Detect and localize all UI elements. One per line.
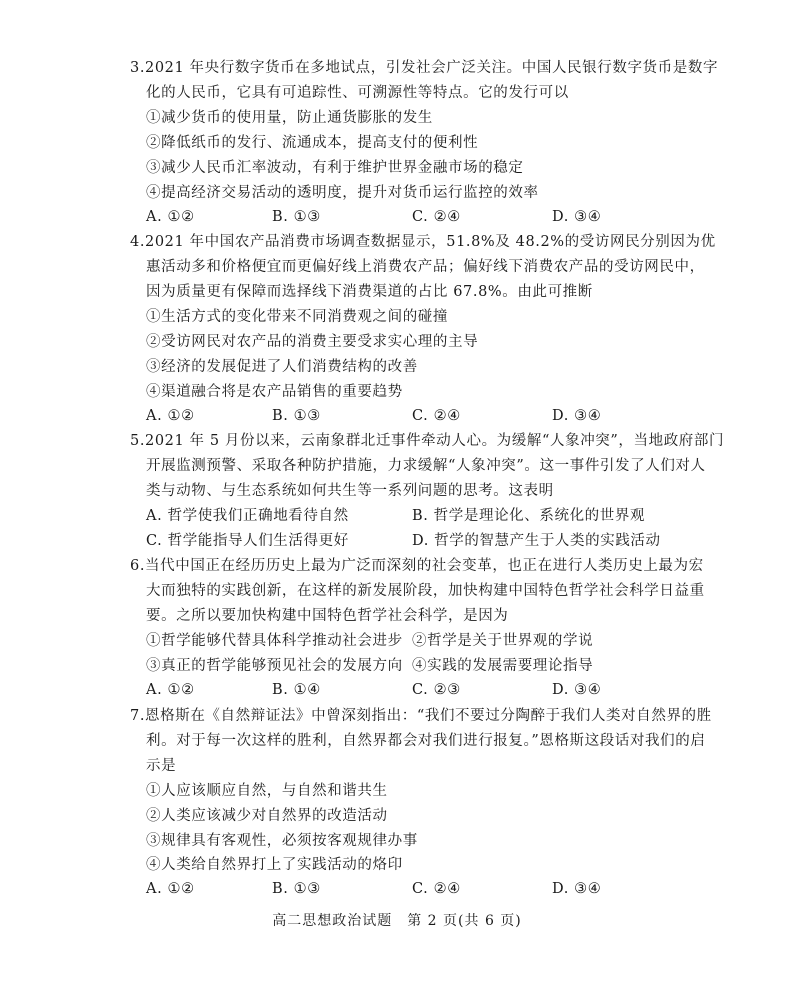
q7-item-1: ①人应该顺应自然，与自然和谐共生 [146,783,388,799]
q4-choice-c: C. ②④ [412,408,461,424]
q4-stem-line-2: 惠活动多和价格便宜而更偏好线上消费农产品；偏好线下消费农产品的受访网民中， [146,259,705,275]
q6-choice-c: C. ②③ [412,682,461,698]
q4-item-3: ③经济的发展促进了人们消费结构的改善 [146,359,418,375]
q6-item-4: ④实践的发展需要理论指导 [412,658,594,674]
q3-stem-line-1: 3.2021 年央行数字货币在多地试点，引发社会广泛关注。中国人民银行数字货币是数字 [130,60,719,76]
q6-choice-d: D. ③④ [552,682,602,698]
q5-choice-d: D. 哲学的智慧产生于人类的实践活动 [412,533,661,549]
q6-stem-line-3: 要。之所以要加快构建中国特色哲学社会科学，是因为 [146,608,509,624]
q3-choice-c: C. ②④ [412,209,461,225]
q5-stem-line-1: 5.2021 年 5 月份以来，云南象群北迁事件牵动人心。为缓解“人象冲突”，当地政府部门 [130,433,725,449]
q4-item-2: ②受访网民对农产品的消费主要受求实心理的主导 [146,334,479,350]
q7-stem-line-1: 7.恩格斯在《自然辩证法》中曾深刻指出：“我们不要过分陶醉于我们人类对自然界的胜 [130,708,712,724]
q7-choice-c: C. ②④ [412,881,461,897]
q4-stem-line-3: 因为质量更有保障而选择线下消费渠道的占比 67.8%。由此可推断 [146,284,593,300]
q7-item-2: ②人类应该减少对自然界的改造活动 [146,808,388,824]
q4-choice-b: B. ①③ [272,408,321,424]
q7-item-4: ④人类给自然界打上了实践活动的烙印 [146,857,403,873]
q5-stem-line-2: 开展监测预警、采取各种防护措施，力求缓解“人象冲突”。这一事件引发了人们对人 [146,458,706,474]
q4-item-1: ①生活方式的变化带来不同消费观之间的碰撞 [146,309,448,325]
q6-stem-line-1: 6.当代中国正在经历历史上最为广泛而深刻的社会变革，也正在进行人类历史上最为宏 [130,558,704,574]
q4-stem-line-1: 4.2021 年中国农产品消费市场调查数据显示，51.8%及 48.2%的受访网民分别因为优 [130,234,716,250]
q6-stem-line-2: 大而独特的实践创新，在这样的新发展阶段，加快构建中国特色哲学社会科学日益重 [146,583,705,599]
q5-choice-a: A. 哲学使我们正确地看待自然 [146,508,349,524]
q7-choice-d: D. ③④ [552,881,602,897]
q6-choice-a: A. ①② [146,682,195,698]
q3-choice-a: A. ①② [146,209,195,225]
q7-stem-line-3: 示是 [146,758,177,774]
q5-stem-line-3: 类与动物、与生态系统如何共生等一系列问题的思考。这表明 [146,483,554,499]
q6-item-3: ③真正的哲学能够预见社会的发展方向 [146,658,403,674]
page-footer: 高二思想政治试题 第 2 页(共 6 页) [272,913,522,929]
q4-choice-d: D. ③④ [552,408,602,424]
q3-choice-d: D. ③④ [552,209,602,225]
q7-choice-b: B. ①③ [272,881,321,897]
q4-item-4: ④渠道融合将是农产品销售的重要趋势 [146,384,403,400]
q5-choice-b: B. 哲学是理论化、系统化的世界观 [412,508,646,524]
q6-item-2: ②哲学是关于世界观的学说 [412,633,594,649]
q7-choice-a: A. ①② [146,881,195,897]
q3-item-1: ①减少货币的使用量，防止通货膨胀的发生 [146,110,433,126]
q4-choice-a: A. ①② [146,408,195,424]
q3-stem-line-2: 化的人民币，它具有可追踪性、可溯源性等特点。它的发行可以 [146,85,569,101]
q6-item-1: ①哲学能够代替具体科学推动社会进步 [146,633,403,649]
q5-choice-c: C. 哲学能指导人们生活得更好 [146,533,349,549]
q3-item-3: ③减少人民币汇率波动，有利于维护世界金融市场的稳定 [146,160,524,176]
q6-choice-b: B. ①④ [272,682,321,698]
q7-item-3: ③规律具有客观性，必须按客观规律办事 [146,833,418,849]
q3-choice-b: B. ①③ [272,209,321,225]
q3-item-4: ④提高经济交易活动的透明度，提升对货币运行监控的效率 [146,185,539,201]
q7-stem-line-2: 利。对于每一次这样的胜利，自然界都会对我们进行报复。”恩格斯这段话对我们的启 [146,733,706,749]
q3-item-2: ②降低纸币的发行、流通成本，提高支付的便利性 [146,135,479,151]
